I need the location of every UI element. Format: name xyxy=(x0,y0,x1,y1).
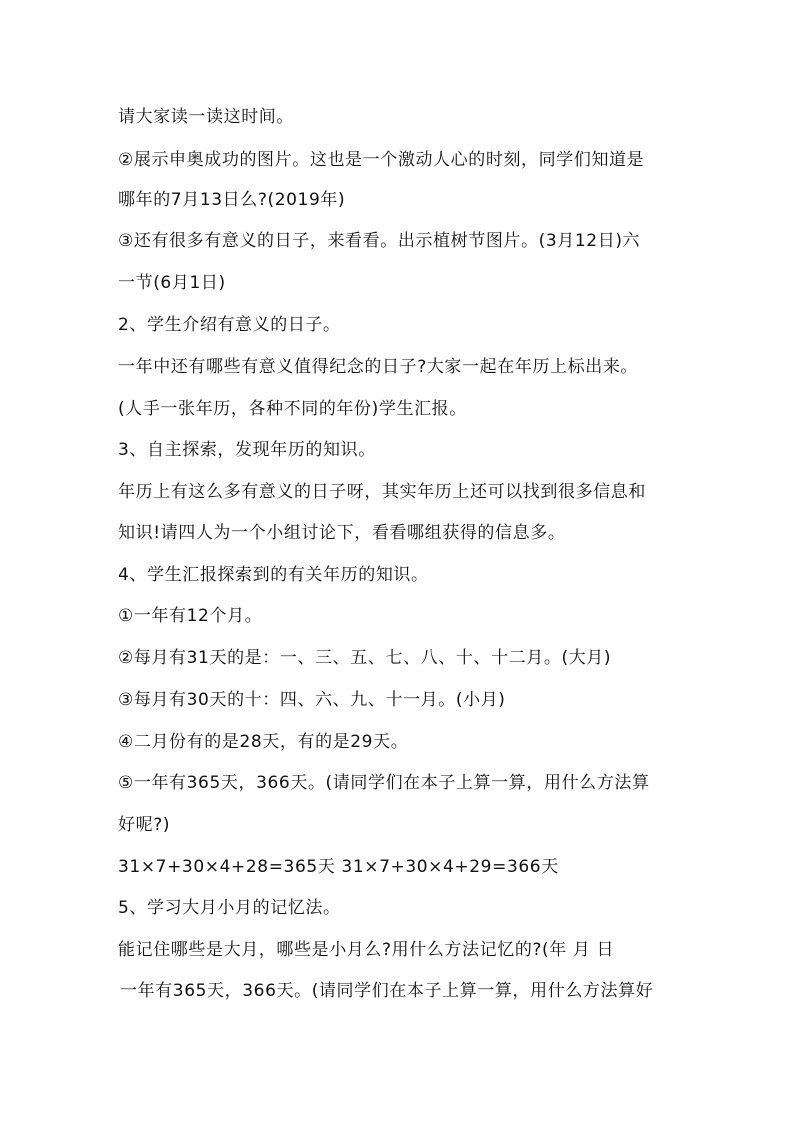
list-item: ①一年有12个月。 xyxy=(118,606,263,626)
section-heading: 3、自主探索，发现年历的知识。 xyxy=(118,440,376,460)
list-item: ③每月有30天的十：四、六、九、十一月。(小月) xyxy=(118,690,506,710)
formula-line: 31×7+30×4+28=365天 31×7+30×4+29=366天 xyxy=(118,857,559,877)
text-line: 一年有365天，366天。(请同学们在本子上算一算，用什么方法算好 xyxy=(120,981,654,1001)
text-line: 请大家读一读这时间。 xyxy=(118,107,294,127)
text-line: 一年中还有哪些有意义值得纪念的日子?大家一起在年历上标出来。 xyxy=(118,357,639,377)
section-heading: 5、学习大月小月的记忆法。 xyxy=(118,898,341,918)
list-item: ⑤一年有365天，366天。(请同学们在本子上算一算，用什么方法算 xyxy=(118,773,650,793)
list-item: ④二月份有的是28天，有的是29天。 xyxy=(118,732,409,752)
text-line: ②展示申奥成功的图片。这也是一个激动人心的时刻，同学们知道是 xyxy=(118,150,645,170)
text-line: 年历上有这么多有意义的日子呀，其实年历上还可以找到很多信息和 xyxy=(118,482,646,502)
list-item: ②每月有31天的是：一、三、五、七、八、十、十二月。(大月) xyxy=(118,648,612,668)
section-heading: 2、学生介绍有意义的日子。 xyxy=(118,315,341,335)
text-line: 知识!请四人为一个小组讨论下，看看哪组获得的信息多。 xyxy=(118,523,566,543)
section-heading: 4、学生汇报探索到的有关年历的知识。 xyxy=(118,565,429,585)
text-line: 哪年的7月13日么?(2019年) xyxy=(118,190,346,210)
text-line: 好呢?) xyxy=(118,815,171,835)
text-line: (人手一张年历，各种不同的年份)学生汇报。 xyxy=(118,399,467,419)
text-line: 能记住哪些是大月，哪些是小月么?用什么方法记忆的?(年 月 日 xyxy=(118,940,615,960)
text-line: 一节(6月1日) xyxy=(118,273,226,293)
text-line: ③还有很多有意义的日子，来看看。出示植树节图片。(3月12日)六 xyxy=(118,231,641,251)
